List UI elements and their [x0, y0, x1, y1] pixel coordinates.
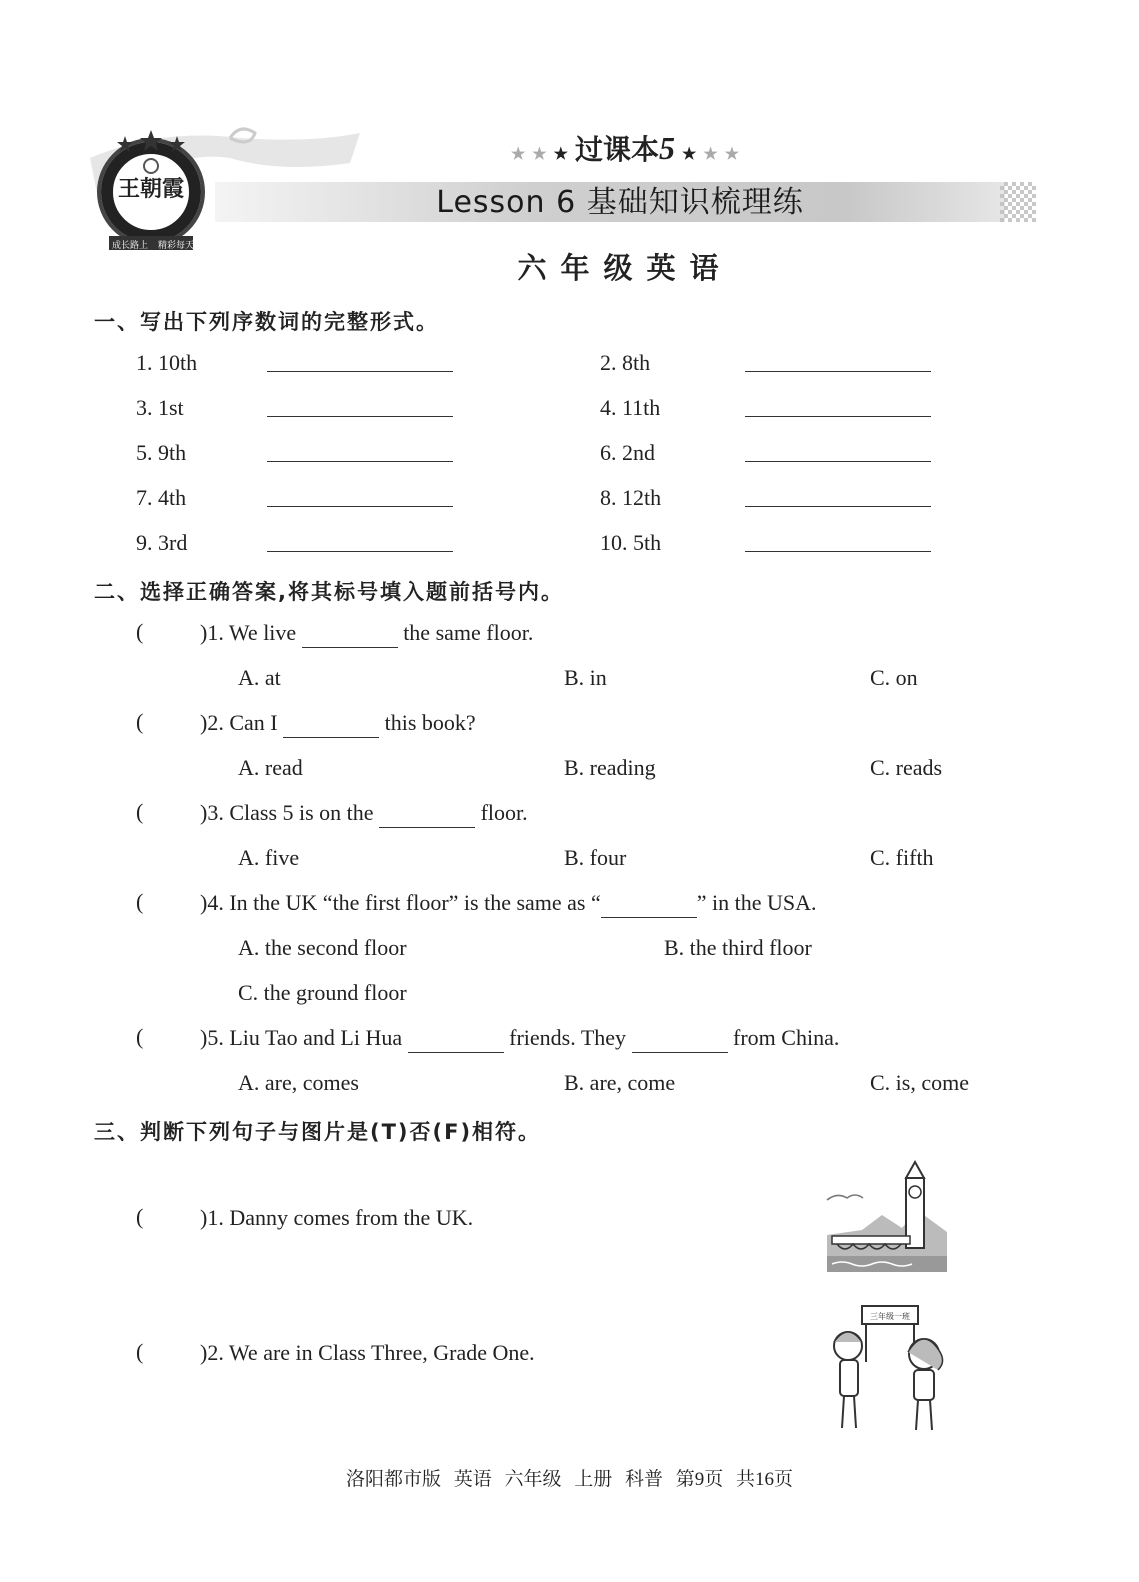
option-b: B. are, come — [564, 1070, 676, 1095]
star-icon: ★ — [703, 146, 718, 163]
series-number: 5 — [659, 130, 675, 166]
question-text: ” in the USA. — [696, 890, 817, 915]
ordinal-item: 4. 11th — [600, 395, 661, 420]
section1-heading: 一、写出下列序数词的完整形式。 — [94, 310, 439, 334]
ordinal-item: 1. 10th — [136, 350, 198, 375]
question-text: this book? — [384, 710, 476, 735]
answer-blank[interactable] — [408, 1024, 504, 1053]
ordinal-item: 5. 9th — [136, 440, 187, 465]
answer-blank[interactable] — [745, 416, 931, 417]
option-a: A. the second floor — [238, 935, 407, 960]
answer-blank[interactable] — [267, 551, 453, 552]
option-c: C. on — [870, 665, 918, 690]
option-b: B. reading — [564, 755, 656, 780]
star-icon: ★ — [553, 146, 568, 163]
page-footer: 洛阳都市版 英语 六年级 上册 科普 第9页 共16页 — [345, 1469, 793, 1490]
ordinal-item: 9. 3rd — [136, 530, 188, 555]
section2-heading: 二、选择正确答案,将其标号填入题前括号内。 — [94, 580, 564, 604]
question-text: )4. In the UK “the first floor” is the same as “ — [200, 890, 601, 915]
answer-paren[interactable]: ( — [136, 709, 144, 734]
question-text: floor. — [480, 800, 528, 825]
star-icon: ★ — [724, 146, 740, 163]
question-text: )3. Class 5 is on the — [200, 800, 374, 825]
banner-pattern — [1000, 182, 1036, 222]
option-b: B. the third floor — [664, 935, 812, 960]
question-text: from China. — [733, 1025, 840, 1050]
ordinal-item: 2. 8th — [600, 350, 651, 375]
answer-blank[interactable] — [745, 551, 931, 552]
judge-question-2: )2. We are in Class Three, Grade One. — [200, 1340, 535, 1365]
answer-blank[interactable] — [745, 506, 931, 507]
ordinal-item: 3. 1st — [136, 395, 184, 420]
classroom-sign-text: 三年级一班 — [870, 1312, 910, 1321]
logo-tagline-right: 精彩每天 — [158, 241, 195, 251]
series-heading — [470, 128, 780, 168]
answer-paren[interactable]: ( — [136, 799, 144, 824]
judge-question-1: )1. Danny comes from the UK. — [200, 1205, 474, 1230]
answer-blank[interactable] — [283, 709, 379, 738]
answer-blank[interactable] — [267, 371, 453, 372]
lesson-title: Lesson 6 基础知识梳理练 — [436, 185, 804, 220]
answer-blank[interactable] — [267, 461, 453, 462]
answer-paren[interactable]: ( — [136, 619, 144, 644]
answer-paren[interactable]: ( — [136, 889, 144, 914]
answer-blank[interactable] — [632, 1024, 728, 1053]
option-a: A. five — [238, 845, 300, 870]
question-text: )5. Liu Tao and Li Hua — [200, 1025, 403, 1050]
star-icon: ★ — [532, 146, 547, 163]
answer-blank[interactable] — [302, 619, 398, 648]
ordinal-item: 8. 12th — [600, 485, 662, 510]
star-icon: ★ — [510, 146, 526, 163]
answer-paren[interactable]: ( — [136, 1024, 144, 1049]
option-c: C. is, come — [870, 1070, 969, 1095]
answer-blank[interactable] — [745, 461, 931, 462]
answer-blank[interactable] — [379, 799, 475, 828]
logo-tagline-left: 成长路上 — [112, 241, 149, 251]
series-label: 过课本 — [574, 135, 659, 166]
classroom-children-illustration — [826, 1302, 956, 1437]
question-text: )1. We live — [200, 620, 297, 645]
answer-paren[interactable]: ( — [136, 1204, 144, 1229]
option-c: C. reads — [870, 755, 943, 780]
question-1 — [200, 619, 533, 648]
answer-blank[interactable] — [267, 416, 453, 417]
answer-blank[interactable] — [601, 889, 697, 918]
option-b: B. four — [564, 845, 627, 870]
logo-brand-name: 王朝霞 — [117, 176, 184, 202]
star-icon: ★ — [682, 146, 697, 163]
question-text: friends. They — [509, 1025, 627, 1050]
question-4 — [200, 889, 817, 918]
option-a: A. read — [238, 755, 303, 780]
ordinal-item: 6. 2nd — [600, 440, 655, 465]
ordinal-item: 7. 4th — [136, 485, 187, 510]
option-c: C. fifth — [870, 845, 934, 870]
option-c: C. the ground floor — [238, 980, 407, 1005]
section3-heading: 三、判断下列句子与图片是(T)否(F)相符。 — [94, 1120, 542, 1144]
big-ben-illustration — [822, 1160, 950, 1278]
question-text: the same floor. — [403, 620, 534, 645]
question-2 — [200, 709, 476, 738]
subject-title: 六年级英语 — [517, 251, 733, 285]
option-a: A. at — [238, 665, 281, 690]
answer-blank[interactable] — [267, 506, 453, 507]
question-3 — [200, 799, 528, 828]
question-text: )2. Can I — [200, 710, 278, 735]
ordinal-item: 10. 5th — [600, 530, 662, 555]
option-a: A. are, comes — [238, 1070, 359, 1095]
answer-blank[interactable] — [745, 371, 931, 372]
option-b: B. in — [564, 665, 607, 690]
question-5 — [200, 1024, 839, 1053]
answer-paren[interactable]: ( — [136, 1339, 144, 1364]
